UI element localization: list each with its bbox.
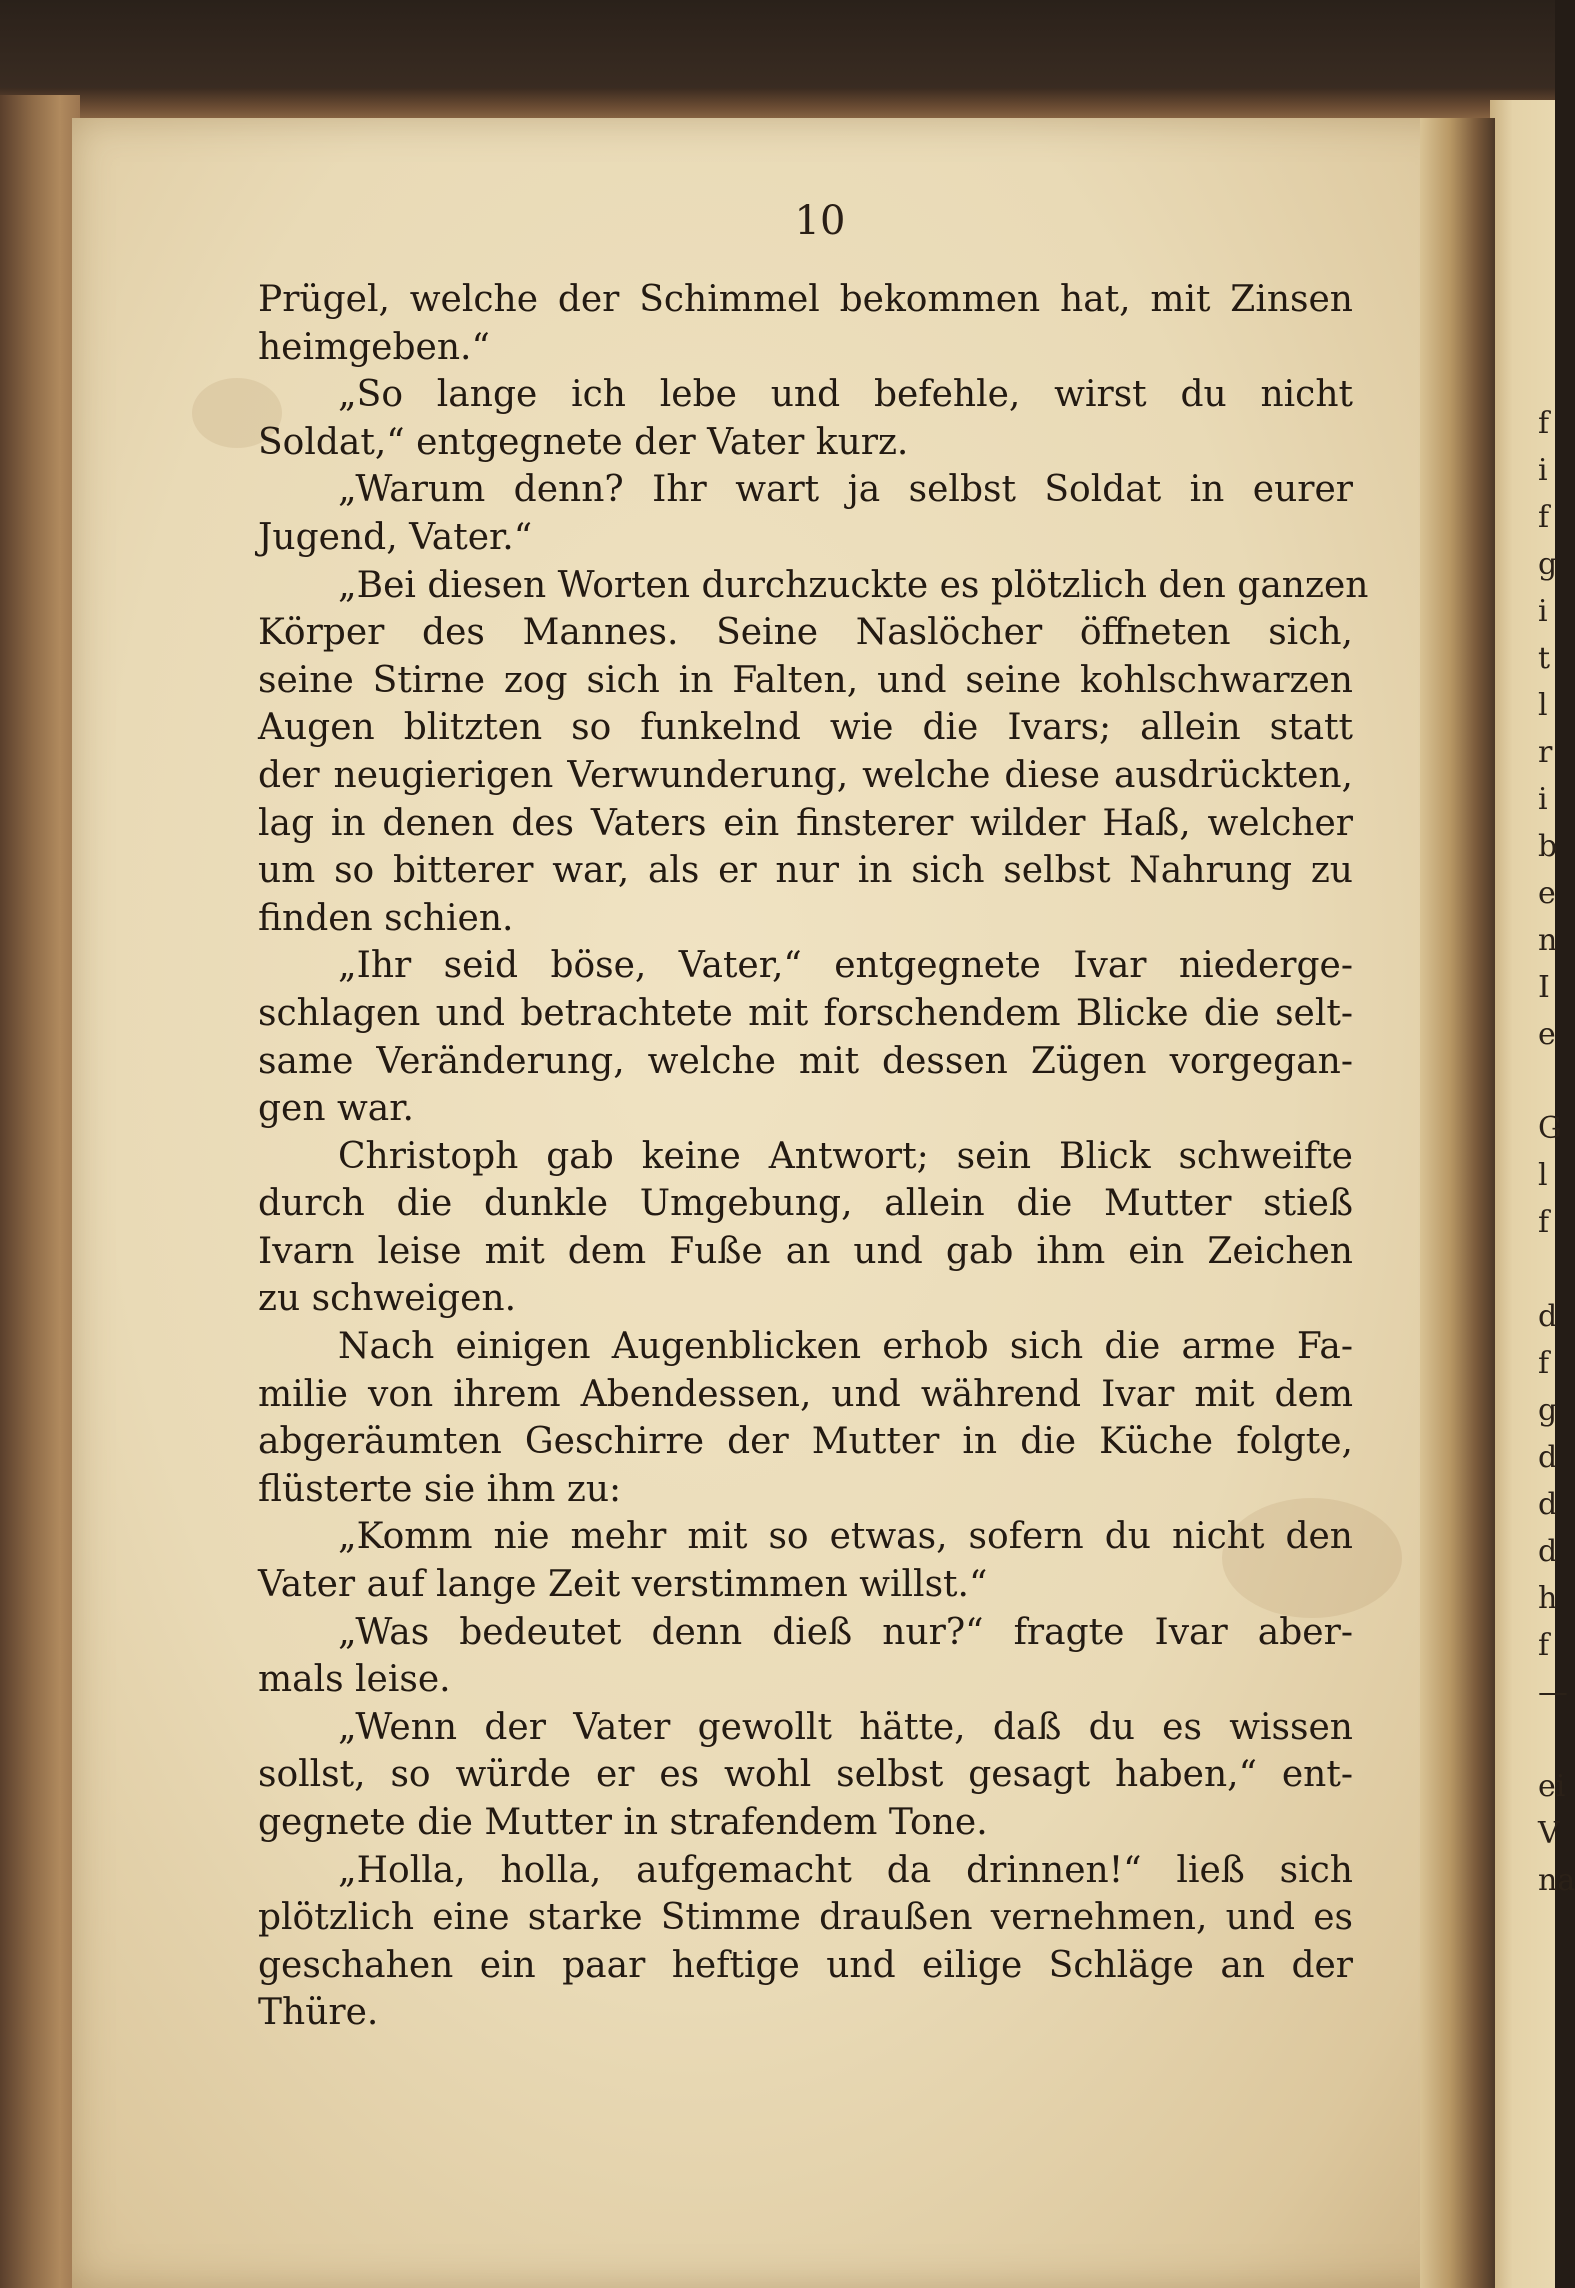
- text-line: Thüre.: [258, 1992, 379, 2034]
- page-text-block: [258, 276, 1369, 2037]
- text-line: seine Stirne zog sich in Falten, und seine kohlschwarzen: [258, 659, 1353, 701]
- text-line: um so bitterer war, als er nur in sich selbst Nahrung zu: [258, 850, 1353, 892]
- text-line: Vater auf lange Zeit verstimmen willst.“: [258, 1564, 988, 1606]
- text-line: heimgeben.“: [258, 326, 490, 368]
- text-line: „Wenn der Vater gewollt hätte, daß du es wissen: [338, 1706, 1353, 1748]
- text-line: flüsterte sie ihm zu:: [258, 1468, 622, 1510]
- facing-page-fragment: f: [1538, 500, 1550, 535]
- facing-page-fragment: [1538, 1246, 1555, 1293]
- facing-page-fragment: d: [1538, 1534, 1558, 1569]
- text-line: Körper des Mannes. Seine Naslöcher öffneten sich,: [258, 612, 1353, 654]
- text-line: Augen blitzten so funkelnd wie die Ivars; allein statt: [258, 707, 1353, 749]
- text-line: „Ihr seid böse, Vater,“ entgegnete Ivar niederge-: [338, 945, 1353, 987]
- facing-page-fragment: n: [1538, 923, 1558, 958]
- text-line: „Warum denn? Ihr wart ja selbst Soldat in eurer: [338, 469, 1353, 511]
- facing-page-fragment: g: [1538, 1393, 1558, 1428]
- book-gutter: [1420, 118, 1495, 2288]
- text-line: „So lange ich lebe und befehle, wirst du nicht: [338, 374, 1353, 416]
- page-number: 10: [794, 198, 846, 244]
- facing-page-fragment: d: [1538, 1299, 1558, 1334]
- text-line: same Veränderung, welche mit dessen Zügen vorgegan-: [258, 1040, 1353, 1082]
- facing-page-fragment: ei: [1538, 1769, 1566, 1804]
- text-line: abgeräumten Geschirre der Mutter in die Küche folgte,: [258, 1421, 1353, 1463]
- text-line: Soldat,“ entgegnete der Vater kurz.: [258, 421, 909, 463]
- text-line: lag in denen des Vaters ein finsterer wilder Haß, welcher: [258, 802, 1353, 844]
- facing-page-fragment: [1538, 1058, 1555, 1105]
- facing-page-fragment: d: [1538, 1487, 1558, 1522]
- facing-page-fragment: G: [1538, 1111, 1562, 1146]
- facing-page-fragment: d: [1538, 1440, 1558, 1475]
- text-line: sollst, so würde er es wohl selbst gesagt haben,“ ent-: [258, 1754, 1353, 1796]
- text-line: gen war.: [258, 1088, 414, 1130]
- facing-page-fragment: i: [1538, 782, 1548, 817]
- text-line: „Komm nie mehr mit so etwas, sofern du nicht den: [338, 1516, 1353, 1558]
- text-line: zu schweigen.: [258, 1278, 517, 1320]
- facing-page-fragment: i: [1538, 453, 1548, 488]
- book-cover-top-edge: [0, 88, 1555, 120]
- facing-page-fragment: g: [1538, 547, 1558, 582]
- facing-page-fragment: l: [1538, 688, 1548, 723]
- facing-page-fragments: [1538, 400, 1575, 1904]
- facing-page-fragment: na: [1538, 1863, 1575, 1898]
- text-line: Christoph gab keine Antwort; sein Blick schweifte: [338, 1135, 1353, 1177]
- facing-page-fragment: —: [1538, 1675, 1568, 1710]
- facing-page-fragment: b: [1538, 829, 1558, 864]
- text-line: finden schien.: [258, 897, 514, 939]
- text-line: Ivarn leise mit dem Fuße an und gab ihm ein Zeichen: [258, 1230, 1353, 1272]
- text-line: „Was bedeutet denn dieß nur?“ fragte Ivar aber-: [338, 1611, 1353, 1653]
- facing-page-fragment: h: [1538, 1581, 1558, 1616]
- facing-page-fragment: I: [1538, 970, 1550, 1005]
- text-line: Prügel, welche der Schimmel bekommen hat, mit Zinsen: [258, 279, 1353, 320]
- text-line: milie von ihrem Abendessen, und während Ivar mit dem: [258, 1373, 1353, 1415]
- facing-page-fragment: l: [1538, 1158, 1548, 1193]
- facing-page-fragment: e: [1538, 1017, 1556, 1052]
- text-line: geschahen ein paar heftige und eilige Schläge an der: [258, 1944, 1353, 1986]
- facing-page-fragment: f: [1538, 1628, 1550, 1663]
- text-line: plötzlich eine starke Stimme draußen vernehmen, und es: [258, 1897, 1353, 1939]
- facing-page-fragment: t: [1538, 641, 1551, 676]
- facing-page-fragment: V: [1538, 1816, 1560, 1851]
- facing-page-fragment: r: [1538, 735, 1553, 770]
- facing-page-fragment: [1538, 1716, 1555, 1763]
- text-line: durch die dunkle Umgebung, allein die Mutter stieß: [258, 1183, 1353, 1225]
- text-line: „Bei diesen Worten durchzuckte es plötzlich den ganzen: [338, 564, 1369, 606]
- text-line: Nach einigen Augenblicken erhob sich die arme Fa-: [338, 1326, 1353, 1368]
- facing-page-fragment: f: [1538, 1346, 1550, 1381]
- facing-page-fragment: f: [1538, 1205, 1550, 1240]
- text-line: gegnete die Mutter in strafendem Tone.: [258, 1802, 988, 1843]
- text-line: der neugierigen Verwunderung, welche diese ausdrückten,: [258, 754, 1353, 796]
- facing-page-fragment: f: [1538, 406, 1550, 441]
- text-line: „Holla, holla, aufgemacht da drinnen!“ ließ sich: [338, 1849, 1353, 1891]
- facing-page-fragment: e: [1538, 876, 1556, 911]
- facing-page-fragment: i: [1538, 594, 1548, 629]
- text-line: Jugend, Vater.“: [258, 516, 533, 558]
- book-cover-left-edge: [0, 95, 80, 2288]
- text-line: schlagen und betrachtete mit forschendem Blicke die selt-: [258, 992, 1353, 1034]
- text-line: mals leise.: [258, 1659, 451, 1701]
